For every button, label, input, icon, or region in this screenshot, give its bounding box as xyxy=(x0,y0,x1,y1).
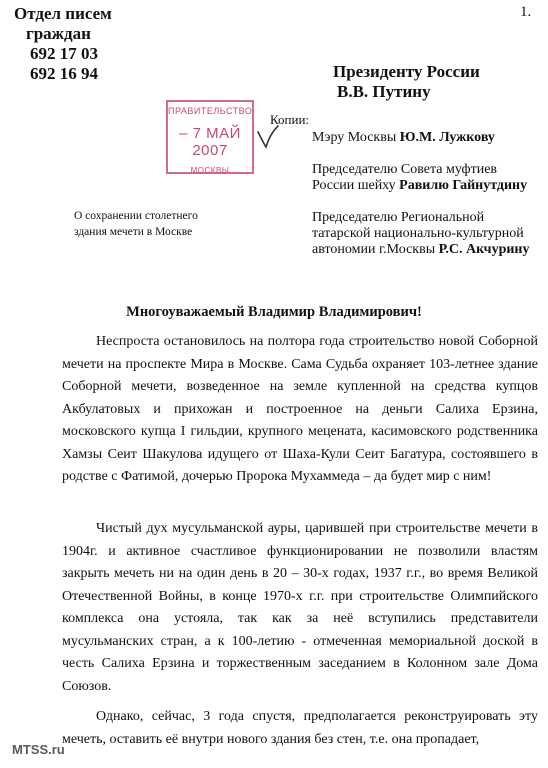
copy-recipient-1 xyxy=(312,130,495,146)
copy1-text: Мэру Москвы xyxy=(312,130,400,145)
paragraph-1: Неспроста остановилось на полтора года строительство новой Соборной мечети на проспекте Мира в Москве. Сама Судьба охраняет 103-летнее здание Соборной мечети, возведенное на земле купленной на средства купцов Акбулатовых и прихожан и построенное на деньги Салиха Ерзина, московского купца I гильдии, крупного мецената, касимовского родственника Хамзы Сеит Шакулова идущего от Шаха-Кули Сеит Багатура, состоявшего в родстве с Фатимой, дочерью Пророка Мухаммеда – да будет мир с ним! xyxy=(62,334,538,484)
sender-phone1: 692 17 03 xyxy=(30,44,98,63)
subject-block xyxy=(74,208,198,240)
watermark: MTSS.ru xyxy=(12,742,65,757)
copy-recipient-3 xyxy=(312,210,529,258)
copies-label: Копии: xyxy=(270,112,310,127)
copy3-line1: Председателю Региональной xyxy=(312,210,485,225)
copy2-name: Равилю Гайнутдину xyxy=(399,178,528,193)
letter-body xyxy=(62,331,538,489)
page-number: 1. xyxy=(520,4,532,20)
copy2-line1: Председателю Совета муфтиев xyxy=(312,162,498,177)
registration-stamp xyxy=(166,100,254,174)
sender-line2: граждан xyxy=(26,24,91,43)
sender-line1: Отдел писем xyxy=(14,4,112,23)
subject-line2: здания мечети в Москве xyxy=(74,226,193,238)
sender-phone2: 692 16 94 xyxy=(30,64,98,83)
addressee-block xyxy=(333,62,480,102)
copy2-text: России шейху xyxy=(312,178,400,193)
copy-recipient-2 xyxy=(312,162,527,194)
subject-line1: О сохранении столетнего xyxy=(74,210,198,222)
copy3-name: Р.С. Акчурину xyxy=(438,242,530,257)
addressee-line1: Президенту России xyxy=(333,62,480,81)
paragraph-3: Однако, сейчас, 3 года спустя, предполагается реконструировать эту мечеть, оставить её внутри нового здания без стен, т.е. она пропадает, xyxy=(62,709,538,747)
stamp-line3: МОСКВЫ xyxy=(190,166,230,175)
stamp-line1: ПРАВИТЕЛЬСТВО xyxy=(168,106,253,116)
copy3-text: автономии г.Москвы xyxy=(312,242,439,257)
paragraph-2: Чистый дух мусульманской ауры, царившей при строительстве мечети в 1904г. и активное счастливое функционировании не позволили властям закрыть мечеть ни на один день в 20 – 30-х годах, 1937 г.г., во время Великой Отечественной Войны, в конце 1970-х г.г. при строительстве Олимпийского комплекса она устояла, так как за неё вступились представители мусульманских стран, а к 100-летию - отмеченная мемориальной доской в честь Салиха Ерзина и торжественным заседанием в Колонном зале Дома Союзов. xyxy=(62,521,538,694)
sender-block xyxy=(14,4,112,84)
copy1-name: Ю.М. Лужкову xyxy=(399,130,495,145)
copy3-line2: татарской национально-культурной xyxy=(312,226,524,241)
salutation: Многоуважаемый Владимир Владимирович! xyxy=(126,304,422,320)
letter-body-2 xyxy=(62,518,538,698)
addressee-line2: В.В. Путину xyxy=(337,82,431,101)
letter-body-3 xyxy=(62,706,538,751)
stamp-date: – 7 МАЙ 2007 xyxy=(179,125,241,159)
